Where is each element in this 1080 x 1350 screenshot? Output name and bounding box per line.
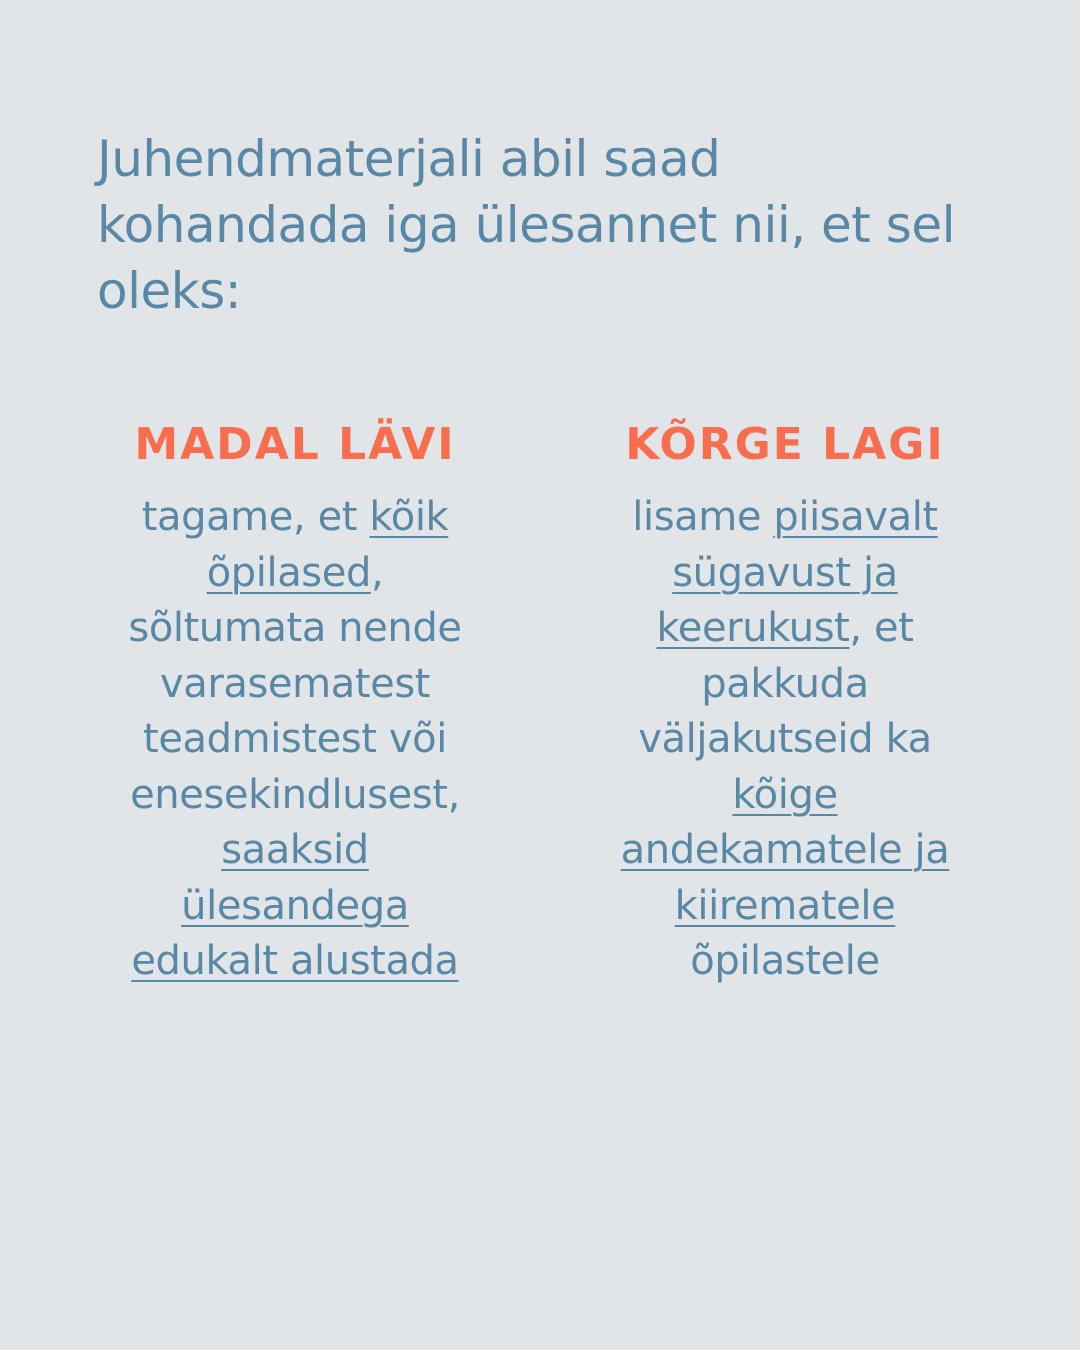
high-ceiling-text-1: lisame xyxy=(632,494,774,540)
high-ceiling-link-gifted-faster[interactable]: kõige andekamatele ja kiirematele xyxy=(620,771,950,929)
low-threshold-link-all-students[interactable]: kõik õpilased xyxy=(206,494,449,596)
low-threshold-description xyxy=(105,490,485,990)
high-ceiling-column xyxy=(595,412,975,990)
high-ceiling-link-depth-complexity[interactable]: piisavalt sügavust ja keerukust xyxy=(656,494,938,651)
high-ceiling-heading: KÕRGE LAGI xyxy=(625,419,945,470)
low-threshold-column xyxy=(105,412,485,990)
low-threshold-text-1: tagame, et xyxy=(141,494,370,540)
high-ceiling-description xyxy=(595,490,975,990)
low-threshold-text-2: , sõltumata nende varasematest teadmistest või enesekindlusest, xyxy=(128,549,462,818)
low-threshold-link-start-successfully[interactable]: saaksid ülesandega edukalt alustada xyxy=(131,827,459,984)
intro-text: Juhendmaterjali abil saad kohandada iga ülesannet nii, et sel oleks: xyxy=(97,130,955,320)
high-ceiling-text-3: õpilastele xyxy=(690,938,880,984)
low-threshold-heading: MADAL LÄVI xyxy=(134,419,456,470)
high-ceiling-text-2: , et pakkuda väljakutseid ka xyxy=(638,605,932,762)
